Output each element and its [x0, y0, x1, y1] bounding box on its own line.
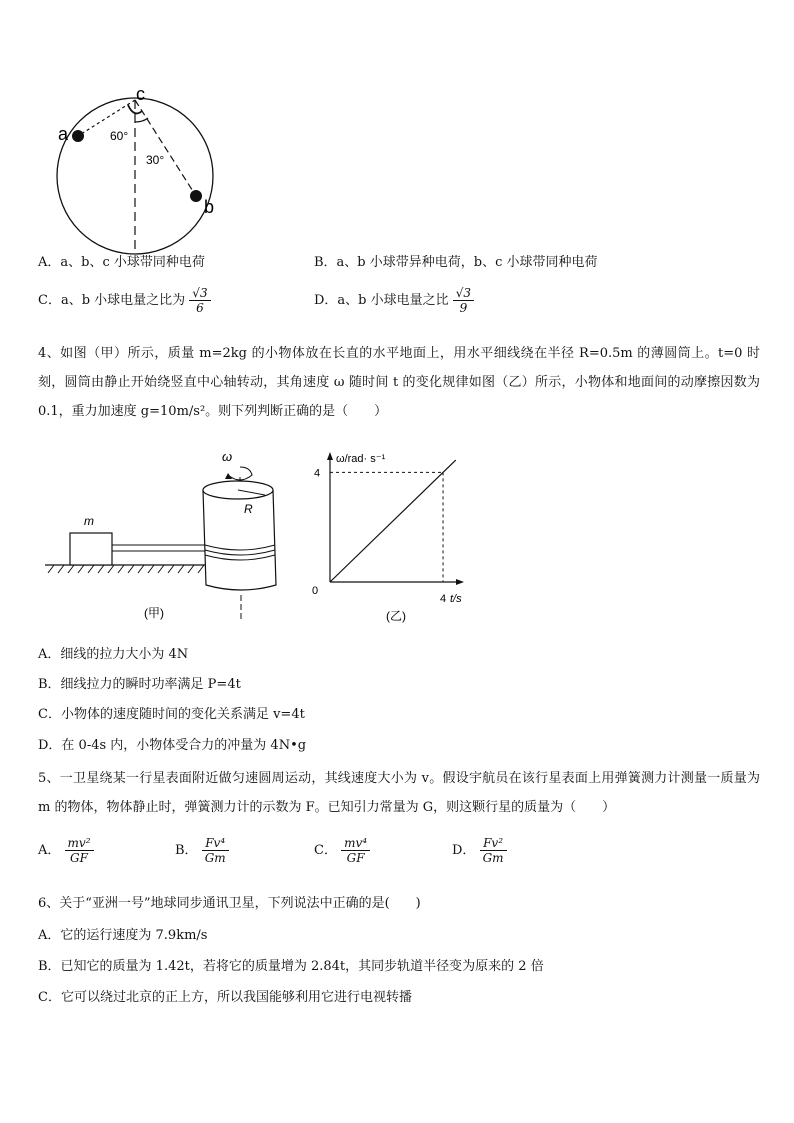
label-c: c	[136, 88, 145, 104]
q6-option-a: A．它的运行速度为 7.9km/s	[38, 928, 208, 943]
denominator: GF	[70, 851, 88, 865]
fraction	[480, 836, 507, 865]
mass-label: m	[84, 514, 94, 528]
label-b: b	[204, 197, 215, 217]
q4-stem: 4、如图（甲）所示，质量 m=2kg 的小物体放在长直的水平地面上，用水平细线绕在半径 R=0.5m 的薄圆筒上。t=0 时刻，圆筒由静止开始绕竖直中心轴转动，其角速度 ω 随时间 t 的变化规律如图（乙）所示，小物体和地面间的动摩擦因数为 0.1，重力加速度 g=10m/s²。则下列判断正确的是（ ）	[38, 346, 760, 419]
cylinder-body	[203, 490, 276, 590]
q5-option-d	[452, 836, 507, 865]
q3-option-d-fraction	[453, 286, 474, 315]
q3-option-b: B．a、b 小球带异种电荷，b、c 小球带同种电荷	[314, 255, 598, 270]
numerator: Fv⁴	[202, 836, 229, 851]
q6-option-b: B．已知它的质量为 1.42t，若将它的质量增为 2.84t，其同步轨道半径变为原来的 2 倍	[38, 959, 544, 974]
numerator: √3	[453, 286, 474, 301]
numerator: mv⁴	[341, 836, 370, 851]
option-label: B．	[175, 843, 198, 858]
q4-option-d: D．在 0-4s 内，小物体受合力的冲量为 4N•g	[38, 738, 307, 753]
cb-dashed-line	[135, 100, 196, 196]
angle-label-60: 60°	[110, 129, 129, 143]
y-tick-label: 4	[314, 467, 321, 480]
q6-stem: 6、关于“亚洲一号”地球同步通讯卫星，下列说法中正确的是( )	[38, 896, 421, 911]
angle-arc-30	[135, 118, 148, 122]
option-label: A．	[38, 843, 61, 858]
q4-figure-jia	[40, 445, 290, 625]
arrowhead-icon	[225, 473, 232, 479]
x-axis-arrow-icon	[456, 579, 464, 585]
q6-option-c: C．它可以绕过北京的正上方，所以我国能够利用它进行电视转播	[38, 990, 412, 1005]
y-axis-arrow-icon	[327, 452, 333, 460]
denominator: 6	[196, 301, 204, 315]
x-axis-label: t/s	[450, 593, 462, 605]
q5-option-a	[38, 836, 94, 865]
denominator: 9	[459, 301, 468, 315]
q3-option-c-fraction	[189, 286, 210, 315]
caption-yi: (乙)	[386, 609, 406, 623]
ball-a	[72, 130, 84, 142]
origin-label: 0	[312, 585, 319, 597]
omega-label: ω	[222, 449, 233, 464]
q3-option-c	[38, 286, 211, 315]
q3-option-a: A．a、b、c 小球带同种电荷	[38, 255, 205, 270]
q3-option-c-text: C．a、b 小球电量之比为	[38, 293, 186, 308]
caption-jia: (甲)	[144, 606, 164, 620]
q4-option-a: A．细线的拉力大小为 4N	[38, 647, 189, 662]
ground-hatch	[48, 565, 204, 573]
numerator: √3	[189, 286, 210, 301]
q3-circle-figure	[50, 88, 230, 258]
option-label: D．	[452, 843, 476, 858]
q5-option-c	[314, 836, 370, 865]
ball-b	[190, 190, 202, 202]
numerator: mv²	[65, 836, 94, 851]
q3-option-d	[314, 286, 474, 315]
x-tick-label: 4	[440, 593, 447, 605]
omega-series-line	[330, 460, 456, 582]
label-a: a	[58, 124, 69, 144]
q5-stem: 5、一卫星绕某一行星表面附近做匀速圆周运动，其线速度大小为 v。假设宇航员在该行星表面上用弹簧测力计测量一质量为 m 的物体，物体静止时，弹簧测力计的示数为 F。已知引力常量为 G，则这颗行星的质量为（ ）	[38, 771, 760, 815]
fraction	[65, 836, 94, 865]
denominator: Gm	[204, 851, 226, 865]
numerator: Fv²	[480, 836, 507, 851]
fraction	[202, 836, 229, 865]
angle-label-30: 30°	[146, 153, 165, 167]
q3-option-d-text: D．a、b 小球电量之比	[314, 293, 449, 308]
q5-option-b	[175, 836, 229, 865]
q4-figure-yi-chart	[300, 448, 480, 628]
denominator: GF	[346, 851, 365, 865]
option-label: C．	[314, 843, 337, 858]
q4-option-b: B．细线拉力的瞬时功率满足 P=4t	[38, 677, 241, 692]
radius-label: R	[244, 502, 253, 516]
fraction	[341, 836, 370, 865]
mass-block	[70, 533, 112, 565]
y-axis-label: ω/rad· s⁻¹	[336, 453, 386, 465]
q4-option-c: C．小物体的速度随时间的变化关系满足 v=4t	[38, 707, 305, 722]
denominator: Gm	[482, 851, 504, 865]
